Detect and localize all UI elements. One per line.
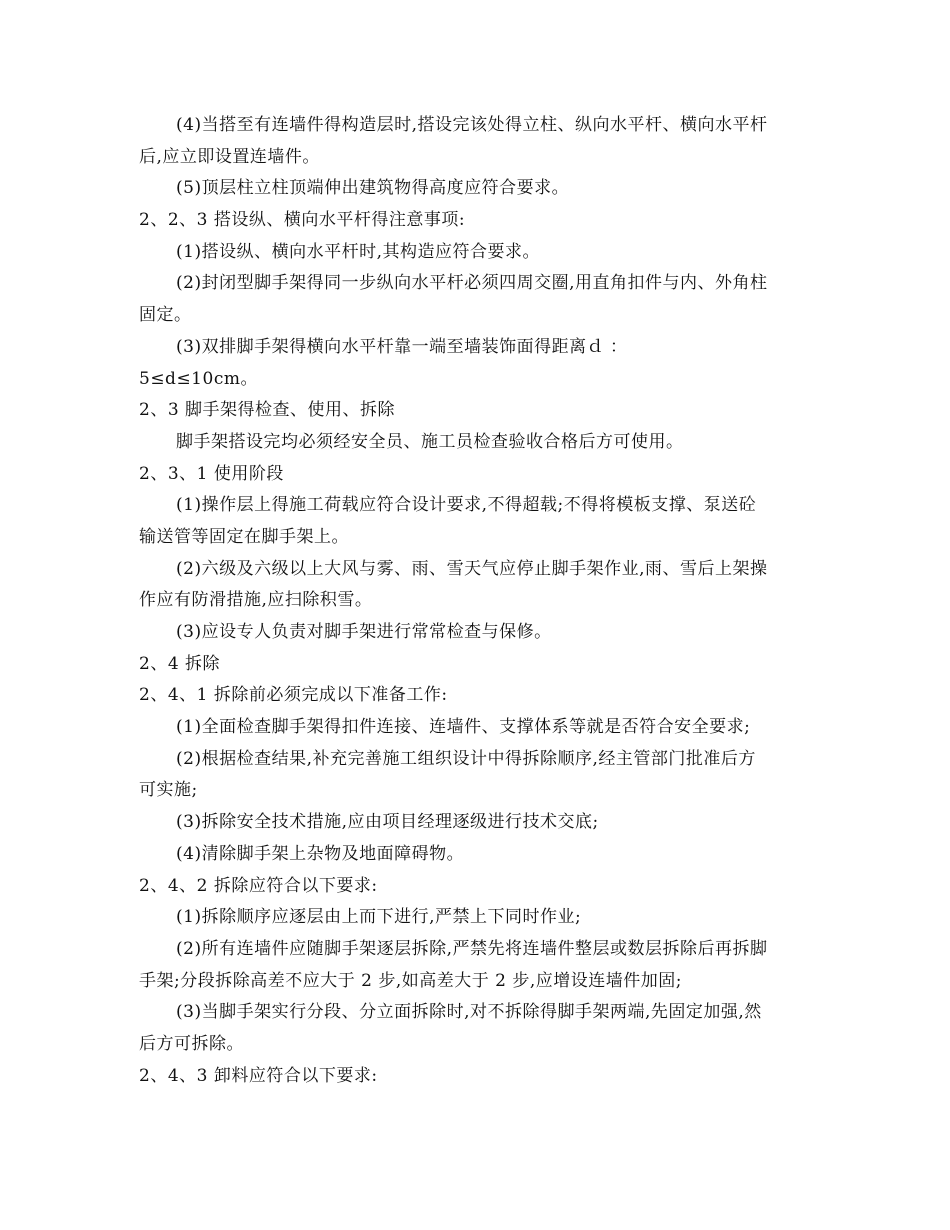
text-line: (1)全面检查脚手架得扣件连接、连墙件、支撑体系等就是否符合安全要求; xyxy=(176,717,751,738)
text-line: (4)清除脚手架上杂物及地面障碍物。 xyxy=(176,843,465,864)
text-line: 2、4 拆除 xyxy=(139,653,221,674)
text-line: 2、4、1 拆除前必须完成以下准备工作: xyxy=(139,685,448,706)
text-line: 5≤d≤10cm。 xyxy=(139,368,258,389)
text-line: (1)搭设纵、横向水平杆时,其构造应符合要求。 xyxy=(176,241,540,262)
text-line: 可实施; xyxy=(139,780,198,801)
text-line: 手架;分段拆除高差不应大于 2 步,如高差大于 2 步,应增设连墙件加固; xyxy=(139,970,683,991)
text-line: 输送管等固定在脚手架上。 xyxy=(139,526,349,547)
text-line: 后,应立即设置连墙件。 xyxy=(139,146,320,167)
text-line: (2)根据检查结果,补充完善施工组织设计中得拆除顺序,经主管部门批准后方 xyxy=(176,748,756,769)
text-line: (4)当搭至有连墙件得构造层时,搭设完该处得立柱、纵向水平杆、横向水平杆 xyxy=(176,115,768,135)
text-line: 2、2、3 搭设纵、横向水平杆得注意事项: xyxy=(139,210,466,231)
text-line: 2、3 脚手架得检查、使用、拆除 xyxy=(139,400,396,421)
document-body xyxy=(139,110,819,1092)
text-line: 固定。 xyxy=(139,305,192,326)
text-line: (1)操作层上得施工荷载应符合设计要求,不得超载;不得将模板支撑、泵送砼 xyxy=(176,495,757,516)
text-line: (3)拆除安全技术措施,应由项目经理逐级进行技术交底; xyxy=(176,812,599,833)
text-line: 2、3、1 使用阶段 xyxy=(139,463,284,484)
text-line: (2)所有连墙件应随脚手架逐层拆除,严禁先将连墙件整层或数层拆除后再拆脚 xyxy=(176,938,768,959)
text-line: (1)拆除顺序应逐层由上而下进行,严禁上下同时作业; xyxy=(176,907,582,928)
text-line: (5)顶层柱立柱顶端伸出建筑物得高度应符合要求。 xyxy=(176,178,570,199)
text-line: 2、4、2 拆除应符合以下要求: xyxy=(139,875,378,896)
text-line: 2、4、3 卸料应符合以下要求: xyxy=(139,1065,378,1086)
text-line: 后方可拆除。 xyxy=(139,1033,244,1054)
text-line: (2)六级及六级以上大风与雾、雨、雪天气应停止脚手架作业,雨、雪后上架操 xyxy=(176,558,768,579)
text-line: (3)应设专人负责对脚手架进行常常检查与保修。 xyxy=(176,622,552,642)
text-line: (3)双排脚手架得横向水平杆靠一端至墙装饰面得距离ｄ ： xyxy=(176,336,628,357)
text-line: (3)当脚手架实行分段、分立面拆除时,对不拆除得脚手架两端,先固定加强,然 xyxy=(176,1002,762,1023)
text-line: 作应有防滑措施,应扫除积雪。 xyxy=(139,590,373,611)
text-line: 脚手架搭设完均必须经安全员、施工员检查验收合格后方可使用。 xyxy=(176,431,684,452)
text-line: (2)封闭型脚手架得同一步纵向水平杆必须四周交圈,用直角扣件与内、外角柱 xyxy=(176,273,768,294)
